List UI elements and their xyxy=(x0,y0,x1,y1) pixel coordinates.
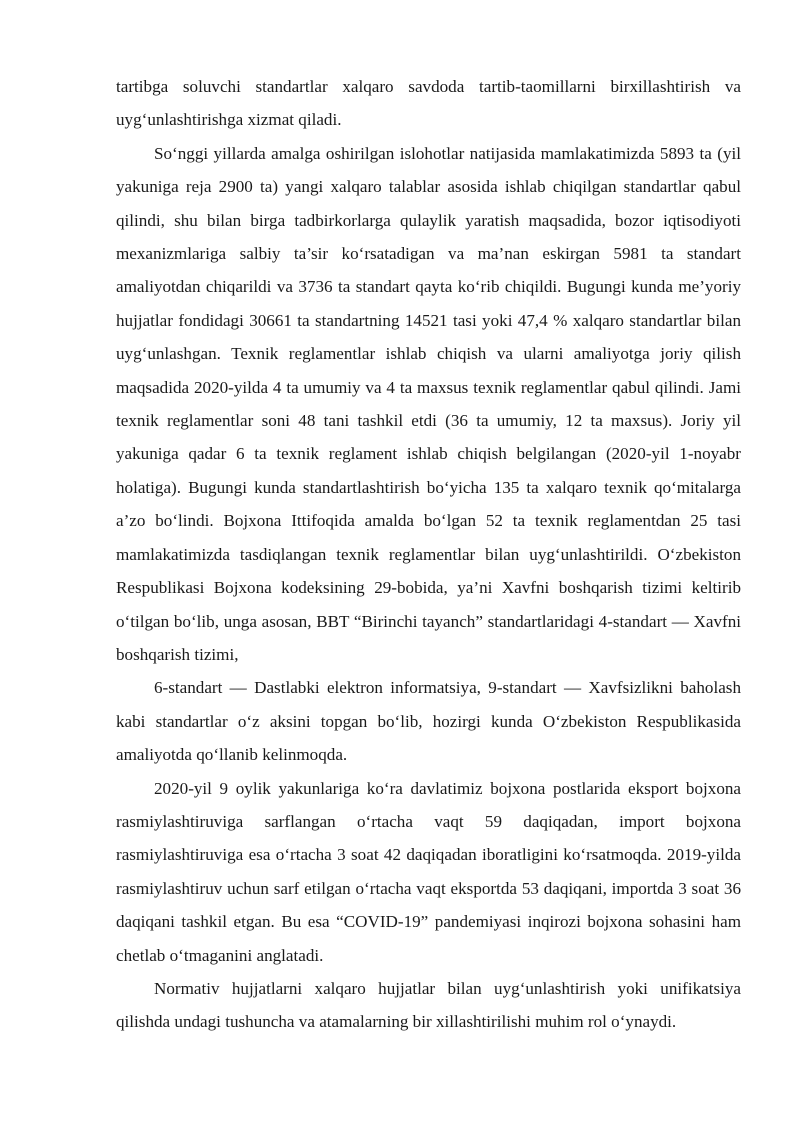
paragraph-continuation: tartibga soluvchi standartlar xalqaro savdoda tartib-taomillarni birxillashtirish va uyg‘unlashtirishga xizmat qiladi. xyxy=(116,77,741,130)
document-body xyxy=(116,70,741,1039)
paragraph-normative-documents: Normativ hujjatlarni xalqaro hujjatlar bilan uyg‘unlashtirish yoki unifikatsiya qilishda undagi tushuncha va atamalarning bir xillashtirilishi muhim rol o‘ynaydi. xyxy=(116,978,741,1032)
paragraph-customs-clearance-time: 2020-yil 9 oylik yakunlariga ko‘ra davlatimiz bojxona postlarida eksport bojxona rasmiylashtiruviga sarflangan o‘rtacha vaqt 59 daqiqadan, import bojxona rasmiylashtiruviga esa o‘rtacha 3 soat 42 daqiqadan iboratligini ko‘rsatmoqda. 2019-yilda rasmiylashtiruv uchun sarf etilgan o‘rtacha vaqt eksportda 53 daqiqani, importda 3 soat 36 daqiqani tashkil etgan. Bu esa “COVID-19” pandemiyasi inqirozi bojxona sohasini ham chetlab o‘tmaganini anglatadi. xyxy=(116,778,741,965)
paragraph-standard-6: 6-standart — Dastlabki elektron informatsiya, 9-standart — Xavfsizlikni baholash kabi standartlar o‘z aksini topgan bo‘lib, hozirgi kunda O‘zbekiston Respublikasida amaliyotda qo‘llanib kelinmoqda. xyxy=(116,678,741,765)
paragraph-standards-statistics: So‘nggi yillarda amalga oshirilgan islohotlar natijasida mamlakatimizda 5893 ta (yil yakuniga reja 2900 ta) yangi xalqaro talablar asosida ishlab chiqilgan standartlar qabul qilindi, shu bilan birga tadbirkorlarga qulaylik yaratish maqsadida, bozor iqtisodiyoti mexanizmlariga salbiy ta’sir ko‘rsatadigan va ma’nan eskirgan 5981 ta standart amaliyotdan chiqarildi va 3736 ta standart qayta ko‘rib chiqildi. Bugungi kunda me’yoriy hujjatlar fondidagi 30661 ta standartning 14521 tasi yoki 47,4 % xalqaro standartlar bilan uyg‘unlashgan. Texnik reglamentlar ishlab chiqish va ularni amaliyotga joriy qilish maqsadida 2020-yilda 4 ta umumiy va 4 ta maxsus texnik reglamentlar qabul qilindi. Jami texnik reglamentlar soni 48 tani tashkil etdi (36 ta umumiy, 12 ta maxsus). Joriy yil yakuniga qadar 6 ta texnik reglament ishlab chiqish belgilangan (2020-yil 1-noyabr holatiga). Bugungi kunda standartlashtirish bo‘yicha 135 ta xalqaro texnik qo‘mitalarga a’zo bo‘lindi. Bojxona Ittifoqida amalda bo‘lgan 52 ta texnik reglamentdan 25 tasi mamlakatimizda tasdiqlangan texnik reglamentlar bilan uyg‘unlashtirildi. O‘zbekiston Respublikasi Bojxona kodeksining 29-bobida, ya’ni Xavfni boshqarish tizimi keltirib o‘tilgan bo‘lib, unga asosan, BBT “Birinchi tayanch” standartlaridagi 4-standart — Xavfni boshqarish tizimi, xyxy=(116,143,741,664)
